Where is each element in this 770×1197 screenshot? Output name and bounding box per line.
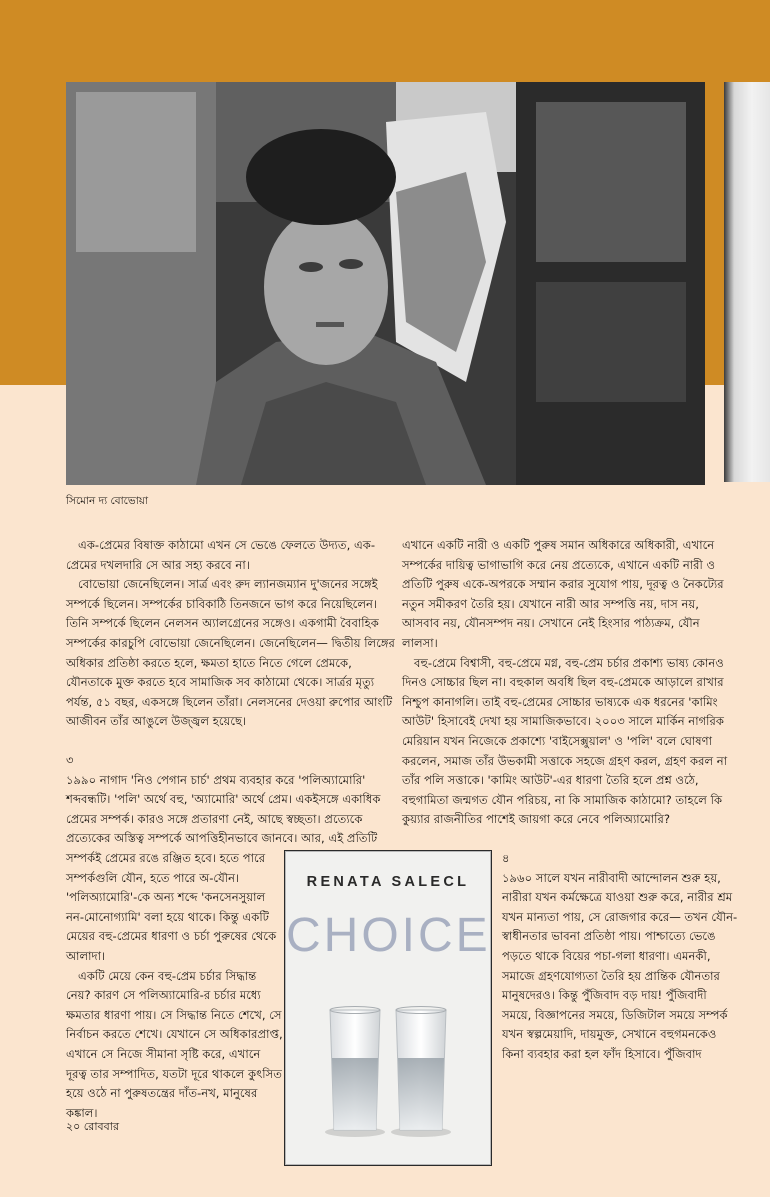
portrait-photo	[66, 82, 705, 485]
side-photo-strip	[724, 82, 770, 482]
section-number: ৩	[66, 752, 74, 767]
section-number: ৪	[502, 851, 510, 865]
paragraph: এখানে একটি নারী ও একটি পুরুষ সমান অধিকারে অধিকারী, এখানে সম্পর্কের দায়িত্ব ভাগাভাগি করে নেয় প্রত্যেকে, এখানে একটি নারী ও প্রতিটি পুরুষ একে-অপরকে সম্মান করার সুযোগ পায়, দূরত্ব ও নৈকট্যের নতুন সমীকরণ তৈরি হয়। যেখানে নারী আর সম্পত্তি নয়, দাস নয়, আসবাব নয়, যৌনসম্পদ নয়। সেখানে নেই হিংসার পাঠ্যক্রম, যৌন লালসা।	[402, 538, 724, 650]
column-b-wrap	[502, 849, 738, 1065]
paragraph: ১৯৬০ সালে যখন নারীবাদী আন্দোলন শুরু হয়, নারীরা যখন কর্মক্ষেত্রে যাওয়া শুরু করে, নারীর শ্রম যখন মান্যতা পায়, সে রোজগার করে— তখন যৌন-স্বাধীনতার ভাবনা প্রতিষ্ঠা পায়। পাশ্চাত্যে ভেঙে পড়তে থাকে বিয়ের পচা-গলা ধারণা। এমনকী, সমাজে গ্রহণযোগ্যতা তৈরি হয় প্রান্তিক যৌনতার মানুষদেরও। কিন্তু পুঁজিবাদ বড় দায়! পুঁজিবাদী সময়ে, বিজ্ঞাপনের সময়ে, ডিজিটাল সময়ে সম্পর্ক যখন স্বল্পমেয়াদি, দায়মুক্ত, সেখানে বহুগমনকেও কিনা ব্যবহার করা হল ফাঁদ হিসাবে। পুঁজিবাদ	[502, 870, 738, 1061]
glasses-illustration	[286, 1000, 490, 1150]
photo-caption: সিমোন দ্য বোভোয়া	[66, 495, 149, 507]
page-folio: ২০ রোববার	[66, 1120, 119, 1133]
paragraph: এক-প্রেমের বিষাক্ত কাঠামো এখন সে ভেঙে ফেলতে উদ্যত, এক-প্রেমের দখলদারি সে আর সহ্য করবে না।	[66, 538, 376, 572]
portrait-illustration	[66, 82, 705, 485]
paragraph: ১৯৯০ নাগাদ 'নিও পেগান চার্চ' প্রথম ব্যবহার করে 'পলিঅ্যামোরি' শব্দবন্ধটি। 'পলি' অর্থে বহু, 'অ্যামোরি' অর্থে প্রেম। একইসঙ্গে একাধিক প্রেমের সম্পর্ক। কারও সঙ্গে প্রতারণা নেই, আছে স্বচ্ছতা। প্রত্যেকে প্রত্যেকের অস্তিত্ব সম্পর্কে আপত্তিহীনভাবে জানবে। আর, এই প্রতিটি	[66, 772, 381, 846]
paragraph: সম্পর্কই প্রেমের রঙে রঞ্জিত হবে। হতে পারে সম্পর্কগুলি যৌন, হতে পারে অ-যৌন। 'পলিঅ্যামোরি'-কে অন্য শব্দে 'কনসেনসুয়াল নন-মোনোগ্যামি' বলা হয়ে থাকে। কিন্তু একটি মেয়ের বহু-প্রেমের ধারণা ও চর্চা পুরুষের থেকে আলাদা।	[66, 851, 277, 963]
column-b	[402, 536, 738, 830]
column-a	[66, 536, 398, 849]
book-author: RENATA SALECL	[306, 874, 470, 890]
book-title: CHOICE	[286, 909, 491, 962]
paragraph: বহু-প্রেমে বিশ্বাসী, বহু-প্রেমে মগ্ন, বহু-প্রেম চর্চার প্রকাশ্য ভাষ্য কোনও দিনও সোচ্চার ছিল না। বহুকাল অবধি ছিল বহু-প্রেমকে আড়ালে রাখার নিশ্চুপ কানাগলি। তাই বহু-প্রেমের সোচ্চার ভাষ্যকে এক ধরনের 'কামিং আউট' হিসাবেই দেখা হয় সামাজিকভাবে। ২০০৩ সালে মার্কিন নাগরিক মেরিয়ান যখন নিজেকে প্রকাশ্যে 'বাইসেক্সুয়াল' ও 'পলি' বলে ঘোষণা করলেন, সমাজ তাঁর উভকামী সত্তাকে সহজে গ্রহণ করল, গ্রহণ করল না তাঁর পলি সত্তাকে। 'কামিং আউট'-এর ধারণা তৈরি হলে প্রশ্ন ওঠে, বহুগামিতা জন্মগত যৌন পরিচয়, না কি সামাজিক কাঠামো? তাহলে কি কুয়্যার রাজনীতির পাশেই জায়গা করে নেবে পলিঅ্যামোরি?	[402, 655, 728, 827]
book-cover	[285, 851, 491, 1165]
paragraph: একটি মেয়ে কেন বহু-প্রেম চর্চার সিদ্ধান্ত নেয়? কারণ সে পলিঅ্যামোরি-র চর্চার মধ্যে ক্ষমতার ধারণা পায়। সে সিদ্ধান্ত নিতে শেখে, সে নির্বাচন করতে শেখে। যেখানে সে অধিকারপ্রাপ্ত, এখানে সে নিজে সীমানা সৃষ্টি করে, এখানে দূরত্ব তার সম্পাদিত, যতটা দূরে থাকলে কুৎসিত হয়ে ওঠে না পুরুষতন্ত্রের দাঁত-নখ, মানুষের কঙ্কাল।	[66, 968, 283, 1120]
paragraph: বোভোয়া জেনেছিলেন। সার্ত্র এবং রুদ ল্যানজম্যান দু'জনের সঙ্গেই সম্পর্কে ছিলেন। সম্পর্কের চাবিকাঠি তিনজনে ভাগ করে নিয়েছিলেন। তিনি সম্পর্কে ছিলেন নেলসন অ্যালগ্রেনের সঙ্গেও। একগামী বৈবাহিক সম্পর্কের কারচুপি বোভোয়া জেনেছিলেন। জেনেছিলেন— দ্বিতীয় লিঙ্গের অধিকার প্রতিষ্ঠা করতে হলে, ক্ষমতা হাতে নিতে গেলে প্রেমকে, যৌনতাকে মুক্ত করতে হবে সামাজিক সব কাঠামো থেকে। সার্ত্রর মৃত্যু পর্যন্ত, ৫১ বছর, একসঙ্গে ছিলেন তাঁরা। নেলসনের দেওয়া রুপোর আংটি আজীবন তাঁর আঙুলে উজ্জ্বল হয়েছে।	[66, 577, 395, 729]
column-a-wrap	[66, 849, 284, 1123]
